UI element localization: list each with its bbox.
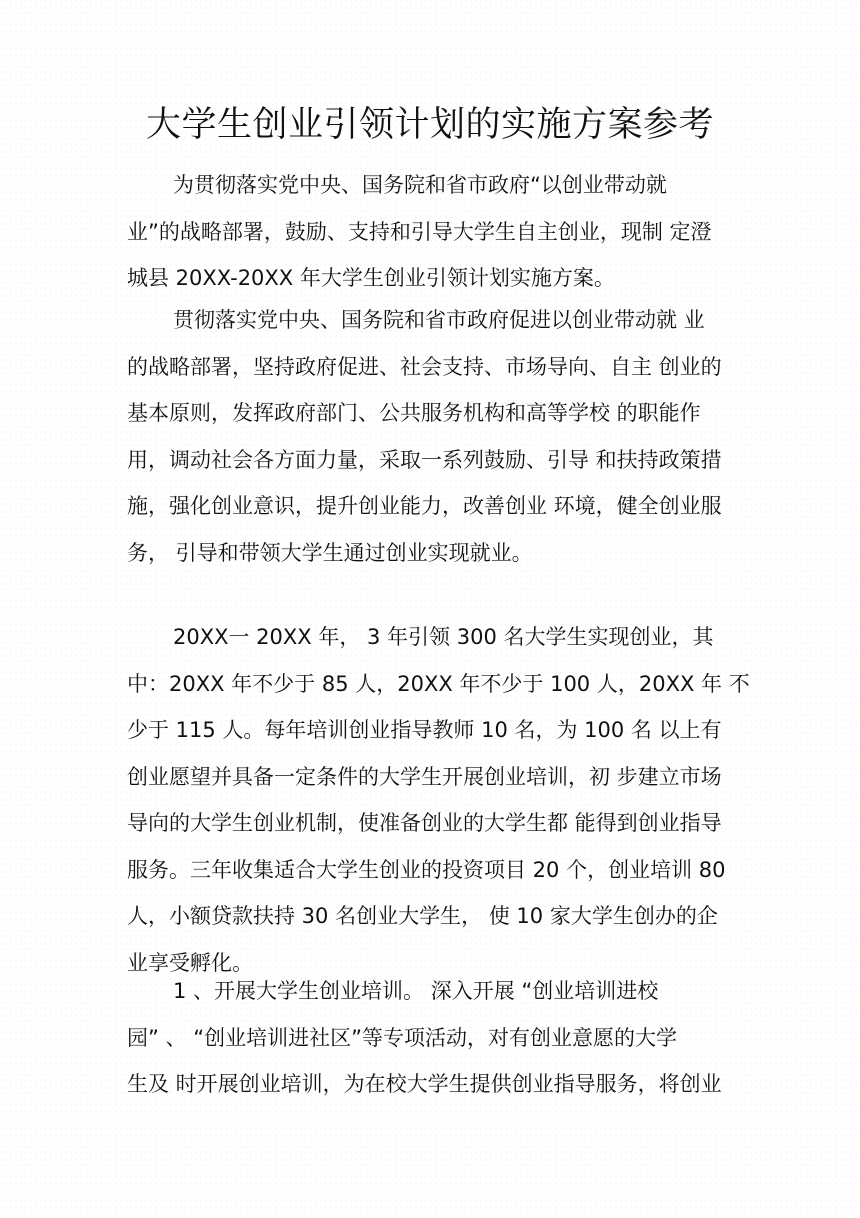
text-line: 基本原则，发挥政府部门、公共服务机构和高等学校 的职能作 bbox=[127, 401, 701, 425]
text-line: 导向的大学生创业机制，使准备创业的大学生都 能得到创业指导 bbox=[127, 811, 722, 835]
paragraph-targets bbox=[127, 614, 750, 986]
text-line: 创业愿望并具备一定条件的大学生开展创业培训，初 步建立市场 bbox=[127, 764, 722, 789]
text-line: 城县 20XX-20XX 年大学生创业引领计划实施方案。 bbox=[127, 266, 615, 290]
text-line: 人，小额贷款扶持 30 名创业大学生， 使 10 家大学生创办的企 bbox=[127, 904, 718, 928]
text-line: 1 、开展大学生创业培训。 深入开展 “创业培训进校 bbox=[173, 979, 659, 1003]
text-line: 中：20XX 年不少于 85 人，20XX 年不少于 100 人，20XX 年 不 bbox=[127, 671, 750, 696]
paragraph-purpose bbox=[127, 162, 745, 302]
text-line: 20XX一 20XX 年， 3 年引领 300 名大学生实现创业，其 bbox=[173, 625, 714, 649]
paragraph-training bbox=[127, 968, 745, 1108]
text-line: 务， 引导和带领大学生通过创业实现就业。 bbox=[127, 540, 533, 565]
text-line: 贯彻落实党中央、国务院和省市政府促进以创业带动就 业 bbox=[173, 308, 705, 332]
document-title: 大学生创业引领计划的实施方案参考 bbox=[145, 105, 714, 145]
text-line: 施，强化创业意识，提升创业能力，改善创业 环境，健全创业服 bbox=[127, 494, 722, 518]
text-line: 少于 115 人。每年培训创业指导教师 10 名，为 100 名 以上有 bbox=[127, 718, 722, 742]
text-line: 园” 、 “创业培训进社区”等专项活动，对有创业意愿的大学 bbox=[127, 1025, 677, 1050]
text-line: 生及 时开展创业培训，为在校大学生提供创业指导服务，将创业 bbox=[127, 1072, 722, 1096]
text-line: 用，调动社会各方面力量，采取一系列鼓励、引导 和扶持政策措 bbox=[127, 447, 722, 472]
text-line: 的战略部署，坚持政府促进、社会支持、市场导向、自主 创业的 bbox=[127, 354, 722, 379]
text-line: 为贯彻落实党中央、国务院和省市政府“以创业带动就 bbox=[173, 173, 667, 197]
text-line: 业”的战略部署，鼓励、支持和引导大学生自主创业，现制 定澄 bbox=[127, 219, 712, 244]
text-line: 业享受孵化。 bbox=[127, 950, 253, 975]
text-line: 服务。三年收集适合大学生创业的投资项目 20 个，创业培训 80 bbox=[127, 857, 726, 882]
paragraph-principles bbox=[127, 297, 745, 576]
